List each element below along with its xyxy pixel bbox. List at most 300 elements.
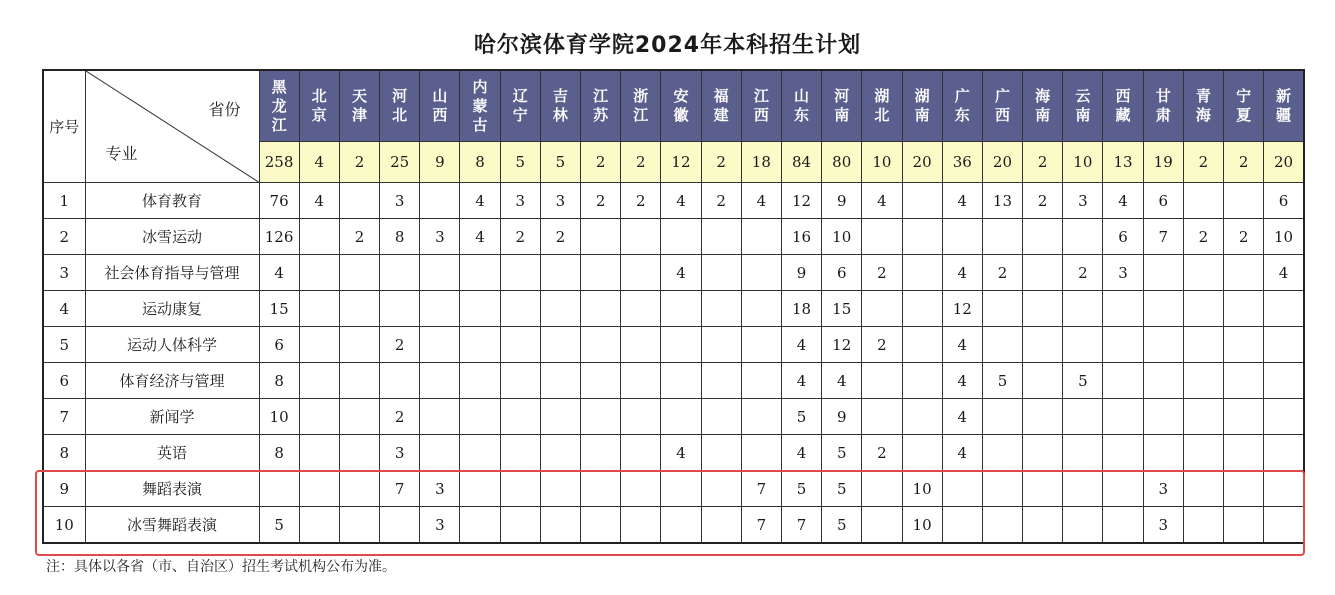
province-header [1224, 70, 1264, 142]
quota-cell [862, 399, 902, 435]
quota-cell [982, 291, 1022, 327]
quota-cell: 2 [380, 399, 420, 435]
quota-cell [299, 327, 339, 363]
table-row [43, 399, 1304, 435]
quota-cell [621, 219, 661, 255]
province-header [1183, 70, 1223, 142]
quota-cell [1224, 471, 1264, 507]
quota-cell [942, 219, 982, 255]
quota-cell [621, 363, 661, 399]
row-major: 新闻学 [85, 399, 259, 435]
quota-cell [581, 471, 621, 507]
quota-cell [540, 435, 580, 471]
quota-cell [500, 291, 540, 327]
quota-cell [1224, 363, 1264, 399]
row-major: 英语 [85, 435, 259, 471]
quota-cell: 12 [822, 327, 862, 363]
header-row [43, 70, 1304, 142]
province-total: 12 [661, 142, 701, 183]
province-total: 20 [1264, 142, 1304, 183]
province-total: 8 [460, 142, 500, 183]
province-name: 浙江 [633, 87, 649, 124]
province-header [862, 70, 902, 142]
quota-cell [420, 327, 460, 363]
province-header [822, 70, 862, 142]
quota-cell [661, 219, 701, 255]
quota-cell [299, 363, 339, 399]
quota-cell [701, 219, 741, 255]
province-name: 吉林 [552, 87, 568, 124]
province-name: 黑龙江 [271, 77, 287, 134]
diagonal-line [86, 71, 260, 183]
quota-cell [862, 471, 902, 507]
quota-cell [339, 183, 379, 219]
province-name: 天津 [351, 87, 367, 124]
quota-cell [581, 363, 621, 399]
quota-cell: 12 [942, 291, 982, 327]
quota-cell [540, 363, 580, 399]
quota-cell: 6 [1143, 183, 1183, 219]
province-header [339, 70, 379, 142]
quota-cell [1023, 363, 1063, 399]
quota-cell [902, 291, 942, 327]
quota-cell [581, 291, 621, 327]
quota-cell [1143, 435, 1183, 471]
quota-cell: 2 [339, 219, 379, 255]
quota-cell [1063, 327, 1103, 363]
quota-cell: 2 [862, 435, 902, 471]
row-major: 体育经济与管理 [85, 363, 259, 399]
quota-cell: 2 [862, 255, 902, 291]
quota-cell [1224, 291, 1264, 327]
quota-cell [1063, 471, 1103, 507]
quota-cell [621, 471, 661, 507]
province-total: 2 [339, 142, 379, 183]
quota-cell: 15 [822, 291, 862, 327]
quota-cell [460, 363, 500, 399]
quota-cell [1183, 291, 1223, 327]
province-axis-label: 省份 [208, 100, 241, 119]
quota-cell [902, 399, 942, 435]
province-total: 25 [380, 142, 420, 183]
quota-cell: 3 [500, 183, 540, 219]
quota-cell: 5 [1063, 363, 1103, 399]
quota-cell: 4 [460, 183, 500, 219]
province-total: 20 [902, 142, 942, 183]
province-header [942, 70, 982, 142]
quota-cell: 5 [822, 507, 862, 544]
quota-cell [581, 219, 621, 255]
seq-header: 序号 [43, 70, 85, 183]
quota-cell [581, 399, 621, 435]
quota-cell [540, 255, 580, 291]
province-header [380, 70, 420, 142]
quota-cell: 4 [741, 183, 781, 219]
province-header [1143, 70, 1183, 142]
quota-cell [420, 399, 460, 435]
quota-cell: 2 [862, 327, 902, 363]
quota-cell [380, 255, 420, 291]
quota-cell [500, 399, 540, 435]
quota-cell: 7 [1143, 219, 1183, 255]
row-major: 冰雪运动 [85, 219, 259, 255]
quota-cell: 2 [380, 327, 420, 363]
quota-cell: 2 [1063, 255, 1103, 291]
quota-cell [902, 327, 942, 363]
quota-cell [339, 507, 379, 544]
quota-cell: 6 [1264, 183, 1304, 219]
quota-cell [1023, 291, 1063, 327]
quota-cell [1063, 435, 1103, 471]
province-total: 13 [1103, 142, 1143, 183]
quota-cell: 8 [259, 435, 299, 471]
quota-cell [1063, 507, 1103, 544]
quota-cell: 76 [259, 183, 299, 219]
quota-cell [741, 399, 781, 435]
province-name: 湖南 [914, 87, 930, 124]
quota-cell [1023, 471, 1063, 507]
quota-cell [902, 219, 942, 255]
quota-cell [500, 435, 540, 471]
row-major: 冰雪舞蹈表演 [85, 507, 259, 544]
quota-cell [420, 363, 460, 399]
quota-cell [500, 471, 540, 507]
quota-cell [1103, 291, 1143, 327]
quota-cell [661, 363, 701, 399]
quota-cell [1224, 327, 1264, 363]
quota-cell: 12 [781, 183, 821, 219]
quota-cell: 2 [540, 219, 580, 255]
quota-cell: 4 [460, 219, 500, 255]
province-header [982, 70, 1022, 142]
quota-cell: 2 [1183, 219, 1223, 255]
quota-cell [420, 255, 460, 291]
province-name: 广东 [954, 87, 970, 124]
quota-cell [460, 435, 500, 471]
quota-cell [380, 363, 420, 399]
quota-cell [1023, 255, 1063, 291]
province-total: 258 [259, 142, 299, 183]
quota-cell [339, 255, 379, 291]
quota-cell [1143, 255, 1183, 291]
quota-cell [741, 291, 781, 327]
province-header [1264, 70, 1304, 142]
quota-cell [420, 183, 460, 219]
quota-cell [1143, 291, 1183, 327]
quota-cell [1023, 435, 1063, 471]
province-header [741, 70, 781, 142]
quota-cell [420, 435, 460, 471]
quota-cell [982, 507, 1022, 544]
quota-cell [540, 399, 580, 435]
province-header [259, 70, 299, 142]
row-seq: 6 [43, 363, 85, 399]
province-total: 2 [1023, 142, 1063, 183]
province-name: 安徽 [673, 87, 689, 124]
quota-cell [701, 291, 741, 327]
row-major: 运动人体科学 [85, 327, 259, 363]
province-name: 辽宁 [512, 87, 528, 124]
quota-cell: 10 [902, 471, 942, 507]
quota-cell: 13 [982, 183, 1022, 219]
row-major: 运动康复 [85, 291, 259, 327]
quota-cell [982, 471, 1022, 507]
quota-cell [1183, 327, 1223, 363]
quota-cell: 4 [862, 183, 902, 219]
province-name: 宁夏 [1236, 87, 1252, 124]
province-total: 10 [862, 142, 902, 183]
province-total: 2 [581, 142, 621, 183]
quota-cell: 7 [380, 471, 420, 507]
quota-cell: 10 [259, 399, 299, 435]
enrollment-plan-table [42, 69, 1305, 544]
quota-cell: 4 [1103, 183, 1143, 219]
table-row [43, 327, 1304, 363]
quota-cell [741, 435, 781, 471]
quota-cell [621, 507, 661, 544]
province-header [701, 70, 741, 142]
province-header [781, 70, 821, 142]
province-total: 80 [822, 142, 862, 183]
quota-cell: 5 [822, 435, 862, 471]
quota-cell [701, 399, 741, 435]
quota-cell [540, 291, 580, 327]
row-seq: 3 [43, 255, 85, 291]
quota-cell [259, 471, 299, 507]
quota-cell [862, 507, 902, 544]
table-row [43, 471, 1304, 507]
province-total: 19 [1143, 142, 1183, 183]
quota-cell [299, 471, 339, 507]
quota-cell: 15 [259, 291, 299, 327]
quota-cell [1143, 399, 1183, 435]
quota-cell: 3 [420, 219, 460, 255]
quota-cell [460, 399, 500, 435]
quota-cell [701, 471, 741, 507]
province-total: 5 [500, 142, 540, 183]
row-seq: 7 [43, 399, 85, 435]
quota-cell [1183, 471, 1223, 507]
diagonal-header-cell [85, 70, 259, 183]
quota-cell [741, 255, 781, 291]
province-name: 福建 [713, 87, 729, 124]
page-title: 哈尔滨体育学院2024年本科招生计划 [473, 33, 862, 58]
quota-cell: 10 [1264, 219, 1304, 255]
quota-cell [1183, 183, 1223, 219]
quota-cell: 2 [1224, 219, 1264, 255]
province-header [902, 70, 942, 142]
quota-cell [380, 507, 420, 544]
province-total: 84 [781, 142, 821, 183]
quota-cell [339, 471, 379, 507]
quota-cell: 4 [661, 183, 701, 219]
table-row [43, 255, 1304, 291]
quota-cell [1103, 363, 1143, 399]
quota-cell [1023, 399, 1063, 435]
row-seq: 2 [43, 219, 85, 255]
province-name: 河南 [834, 87, 850, 124]
quota-cell [299, 435, 339, 471]
quota-cell [902, 183, 942, 219]
row-major: 舞蹈表演 [85, 471, 259, 507]
quota-cell [862, 291, 902, 327]
quota-cell [1063, 219, 1103, 255]
province-total: 2 [701, 142, 741, 183]
table-row [43, 219, 1304, 255]
quota-cell: 9 [781, 255, 821, 291]
quota-cell [1264, 363, 1304, 399]
province-name: 北京 [311, 87, 327, 124]
quota-cell [460, 327, 500, 363]
table-row [43, 291, 1304, 327]
quota-cell [339, 435, 379, 471]
quota-cell [1023, 507, 1063, 544]
quota-cell [1183, 399, 1223, 435]
quota-cell [982, 435, 1022, 471]
quota-cell [1063, 291, 1103, 327]
quota-cell [982, 219, 1022, 255]
quota-cell: 6 [822, 255, 862, 291]
province-header [581, 70, 621, 142]
quota-cell [1224, 507, 1264, 544]
quota-cell: 3 [420, 507, 460, 544]
quota-cell [1264, 327, 1304, 363]
quota-cell [1103, 399, 1143, 435]
quota-cell [621, 255, 661, 291]
quota-cell [1264, 291, 1304, 327]
province-total: 4 [299, 142, 339, 183]
quota-cell: 4 [259, 255, 299, 291]
quota-cell [741, 363, 781, 399]
quota-cell [862, 363, 902, 399]
province-total: 2 [1183, 142, 1223, 183]
quota-cell: 2 [701, 183, 741, 219]
quota-cell [1224, 255, 1264, 291]
quota-cell: 16 [781, 219, 821, 255]
row-seq: 4 [43, 291, 85, 327]
quota-cell: 126 [259, 219, 299, 255]
province-name: 内蒙古 [472, 77, 488, 134]
province-total: 2 [621, 142, 661, 183]
quota-cell [1143, 327, 1183, 363]
quota-cell [942, 507, 982, 544]
quota-cell [1183, 255, 1223, 291]
quota-cell [701, 327, 741, 363]
quota-cell: 2 [581, 183, 621, 219]
quota-cell [661, 399, 701, 435]
table-row [43, 363, 1304, 399]
quota-cell: 9 [822, 399, 862, 435]
quota-cell [902, 255, 942, 291]
quota-cell [299, 255, 339, 291]
quota-cell [339, 327, 379, 363]
quota-cell [500, 363, 540, 399]
quota-cell [299, 507, 339, 544]
province-header [1063, 70, 1103, 142]
quota-cell: 6 [259, 327, 299, 363]
row-seq: 9 [43, 471, 85, 507]
quota-cell [299, 291, 339, 327]
quota-cell: 3 [1143, 507, 1183, 544]
quota-cell [339, 291, 379, 327]
quota-cell [701, 363, 741, 399]
province-total: 5 [540, 142, 580, 183]
quota-cell: 2 [500, 219, 540, 255]
province-name: 新疆 [1276, 87, 1292, 124]
province-name: 河北 [392, 87, 408, 124]
quota-cell [1224, 435, 1264, 471]
quota-cell: 7 [781, 507, 821, 544]
quota-cell: 4 [661, 255, 701, 291]
quota-cell [1103, 327, 1143, 363]
quota-cell: 3 [540, 183, 580, 219]
province-name: 云南 [1075, 87, 1091, 124]
province-total: 2 [1224, 142, 1264, 183]
quota-cell: 4 [942, 327, 982, 363]
row-major: 体育教育 [85, 183, 259, 219]
quota-cell [460, 471, 500, 507]
province-name: 青海 [1195, 87, 1211, 124]
province-header [1103, 70, 1143, 142]
quota-cell [1224, 399, 1264, 435]
quota-cell [661, 471, 701, 507]
footnote: 注：具体以各省（市、自治区）招生考试机构公布为准。 [46, 559, 396, 575]
quota-cell [1264, 435, 1304, 471]
quota-cell [581, 507, 621, 544]
quota-cell [982, 327, 1022, 363]
quota-cell [540, 507, 580, 544]
quota-cell [661, 327, 701, 363]
quota-cell [862, 219, 902, 255]
quota-cell: 4 [942, 183, 982, 219]
quota-cell: 3 [420, 471, 460, 507]
quota-cell [701, 435, 741, 471]
quota-cell [621, 327, 661, 363]
quota-cell [942, 471, 982, 507]
province-header [621, 70, 661, 142]
quota-cell: 4 [942, 399, 982, 435]
quota-cell: 2 [621, 183, 661, 219]
quota-cell [500, 255, 540, 291]
province-name: 湖北 [874, 87, 890, 124]
quota-cell: 8 [380, 219, 420, 255]
quota-cell [741, 327, 781, 363]
quota-cell [661, 291, 701, 327]
quota-cell: 3 [380, 183, 420, 219]
quota-cell [540, 327, 580, 363]
province-total: 20 [982, 142, 1022, 183]
row-major: 社会体育指导与管理 [85, 255, 259, 291]
quota-cell [1264, 399, 1304, 435]
quota-cell: 10 [822, 219, 862, 255]
row-seq: 5 [43, 327, 85, 363]
quota-cell [661, 507, 701, 544]
row-seq: 1 [43, 183, 85, 219]
province-name: 甘肃 [1155, 87, 1171, 124]
quota-cell: 4 [942, 435, 982, 471]
row-seq: 10 [43, 507, 85, 544]
quota-cell [621, 399, 661, 435]
quota-cell: 3 [1103, 255, 1143, 291]
quota-cell [339, 363, 379, 399]
province-total: 18 [741, 142, 781, 183]
quota-cell [380, 291, 420, 327]
quota-cell [500, 507, 540, 544]
quota-cell: 5 [822, 471, 862, 507]
province-name: 江苏 [593, 87, 609, 124]
quota-cell [1063, 399, 1103, 435]
quota-cell [1183, 507, 1223, 544]
